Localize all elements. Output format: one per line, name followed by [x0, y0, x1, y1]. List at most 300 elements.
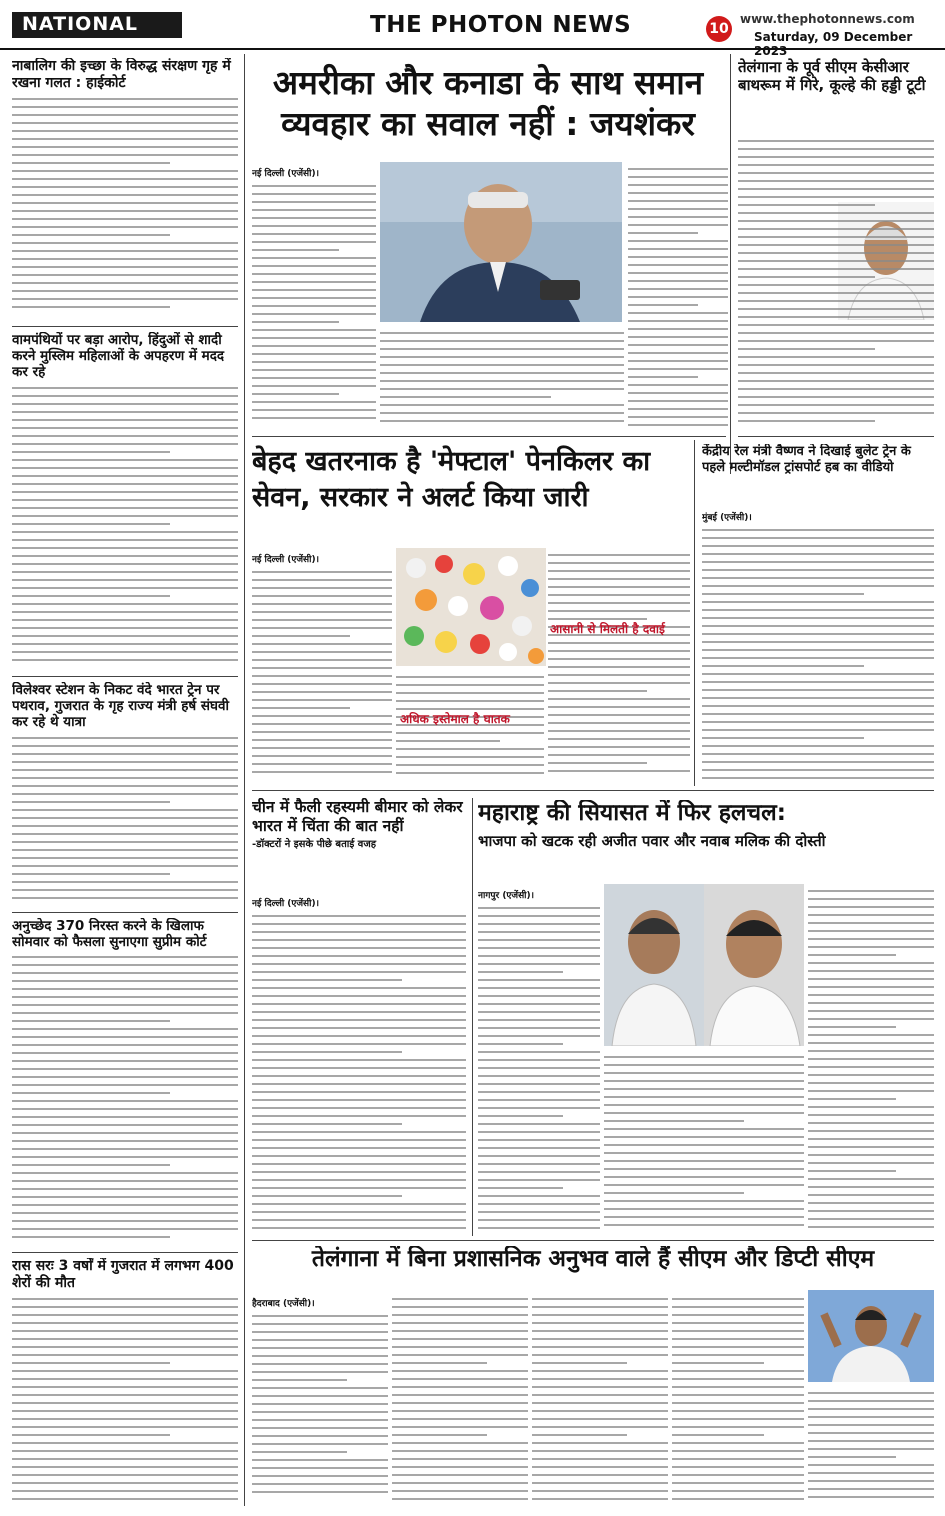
text-line: [12, 1092, 170, 1094]
story-leftists: [12, 332, 238, 672]
text-line: [532, 1474, 668, 1476]
text-line: [12, 651, 238, 653]
text-line: [252, 947, 466, 949]
text-line: [252, 1227, 466, 1229]
text-line: [12, 988, 238, 990]
text-line: [12, 1116, 238, 1118]
story-body: [252, 571, 392, 773]
text-line: [12, 1410, 238, 1412]
text-line: [12, 603, 238, 605]
text-line: [672, 1386, 804, 1388]
text-line: [478, 1219, 600, 1221]
text-line: [12, 395, 238, 397]
text-line: [672, 1402, 804, 1404]
text-line: [252, 265, 376, 267]
text-line: [252, 643, 392, 645]
text-line: [12, 643, 238, 645]
text-line: [12, 1036, 238, 1038]
text-line: [628, 208, 728, 210]
text-line: [478, 1011, 600, 1013]
text-line: [12, 451, 170, 453]
text-line: [12, 435, 238, 437]
pawar-malik-photo: [604, 884, 804, 1046]
text-line: [252, 1491, 388, 1493]
china-subhead: -डॉक्टरों ने इसके पीछे बताई वजह: [252, 839, 377, 851]
text-line: [252, 1459, 388, 1461]
text-line: [702, 609, 934, 611]
text-line: [604, 1104, 804, 1106]
text-line: [548, 602, 690, 604]
text-line: [672, 1322, 804, 1324]
text-line: [672, 1378, 804, 1380]
text-line: [478, 1083, 600, 1085]
text-line: [12, 571, 238, 573]
text-line: [738, 236, 934, 238]
text-line: [12, 873, 170, 875]
telangana-col2: [392, 1292, 528, 1506]
text-line: [252, 723, 392, 725]
text-line: [548, 730, 690, 732]
text-line: [252, 241, 376, 243]
text-line: [252, 1323, 388, 1325]
text-line: [702, 537, 934, 539]
text-line: [478, 915, 600, 917]
text-line: [672, 1330, 804, 1332]
text-line: [738, 356, 934, 358]
text-line: [604, 1144, 804, 1146]
text-line: [12, 1140, 238, 1142]
text-line: [12, 1482, 238, 1484]
text-line: [604, 1200, 804, 1202]
text-line: [672, 1362, 764, 1364]
pills-image: [396, 548, 546, 666]
text-line: [672, 1314, 804, 1316]
text-line: [12, 1378, 238, 1380]
divider: [12, 1252, 238, 1253]
text-line: [252, 281, 376, 283]
text-line: [808, 1018, 934, 1020]
text-line: [252, 1027, 466, 1029]
text-line: [478, 1155, 600, 1157]
text-line: [380, 404, 624, 406]
text-line: [808, 898, 934, 900]
text-line: [628, 248, 728, 250]
text-line: [12, 1474, 238, 1476]
text-line: [672, 1450, 804, 1452]
lead-dateline: नई दिल्ली (एजेंसी)।: [252, 169, 319, 179]
story-body: [532, 1298, 668, 1500]
story-body: [548, 554, 690, 772]
telangana-headline: तेलंगाना में बिना प्रशासनिक अनुभव वाले हैं सीएम और डिप्टी सीएम: [311, 1246, 875, 1272]
text-line: [12, 403, 238, 405]
text-line: [12, 443, 238, 445]
divider: [738, 436, 934, 437]
text-line: [532, 1378, 668, 1380]
text-line: [392, 1442, 528, 1444]
text-line: [478, 1179, 600, 1181]
text-line: [12, 1426, 238, 1428]
text-line: [478, 987, 600, 989]
china-story-header: [252, 798, 466, 888]
text-line: [702, 769, 934, 771]
text-line: [392, 1370, 528, 1372]
text-line: [478, 1059, 600, 1061]
text-line: [628, 400, 728, 402]
text-line: [532, 1466, 668, 1468]
text-line: [738, 276, 875, 278]
text-line: [12, 1164, 170, 1166]
text-line: [252, 1315, 388, 1317]
text-line: [738, 172, 934, 174]
text-line: [12, 1020, 170, 1022]
text-line: [808, 1002, 934, 1004]
story-body: [628, 168, 728, 426]
text-line: [252, 1179, 466, 1181]
text-line: [12, 1434, 170, 1436]
text-line: [702, 705, 934, 707]
text-line: [478, 1171, 600, 1173]
text-line: [808, 1186, 934, 1188]
text-line: [252, 1451, 347, 1453]
divider: [12, 912, 238, 913]
text-line: [12, 427, 238, 429]
text-line: [548, 746, 690, 748]
text-line: [252, 1363, 388, 1365]
text-line: [252, 417, 376, 419]
text-line: [252, 1091, 466, 1093]
text-line: [12, 1402, 238, 1404]
text-line: [252, 715, 392, 717]
story-body: [252, 915, 466, 1229]
text-line: [738, 252, 934, 254]
text-line: [12, 1188, 238, 1190]
text-line: [532, 1410, 668, 1412]
text-line: [12, 419, 238, 421]
text-line: [672, 1394, 804, 1396]
lead-story-col2-3: [380, 326, 624, 432]
text-line: [702, 745, 934, 747]
text-line: [252, 1219, 466, 1221]
text-line: [548, 594, 690, 596]
text-line: [628, 272, 728, 274]
text-line: [252, 1043, 466, 1045]
text-line: [808, 1146, 934, 1148]
text-line: [396, 684, 544, 686]
text-line: [808, 1464, 934, 1466]
text-line: [380, 420, 624, 422]
text-line: [628, 336, 728, 338]
text-line: [738, 188, 934, 190]
text-line: [628, 304, 698, 306]
text-line: [738, 164, 934, 166]
text-line: [702, 729, 934, 731]
text-line: [392, 1354, 528, 1356]
text-line: [12, 507, 238, 509]
text-line: [252, 1467, 388, 1469]
bullet-train-headline: केंद्रीय रेल मंत्री वैष्णव ने दिखाई बुलेट ट्रेन के पहले मल्टीमॉडल ट्रांसपोर्ट हब का वीडियो: [702, 444, 911, 475]
text-line: [808, 1400, 934, 1402]
text-line: [808, 890, 934, 892]
text-line: [808, 1424, 934, 1426]
text-line: [12, 1076, 238, 1078]
masthead: [0, 0, 945, 58]
text-line: [672, 1426, 804, 1428]
text-line: [12, 980, 238, 982]
text-line: [738, 228, 934, 230]
text-line: [12, 579, 238, 581]
text-line: [604, 1128, 804, 1130]
text-line: [532, 1370, 668, 1372]
text-line: [12, 1354, 238, 1356]
text-line: [738, 316, 934, 318]
website-url[interactable]: www.thephotonnews.com: [740, 12, 915, 26]
text-line: [548, 650, 690, 652]
text-line: [628, 176, 728, 178]
text-line: [548, 666, 690, 668]
text-line: [628, 280, 728, 282]
story-body: [380, 332, 624, 422]
text-line: [702, 649, 934, 651]
text-line: [12, 619, 238, 621]
text-line: [478, 1027, 600, 1029]
text-line: [478, 963, 600, 965]
text-line: [532, 1298, 668, 1300]
text-line: [478, 1019, 600, 1021]
text-line: [12, 202, 238, 204]
text-line: [808, 1090, 934, 1092]
text-line: [12, 1338, 238, 1340]
text-line: [252, 1211, 466, 1213]
kcr-headline: तेलंगाना के पूर्व सीएम केसीआर बाथरूम में गिरे, कूल्हे की हड्डी टूटी: [738, 58, 926, 94]
text-line: [252, 1395, 388, 1397]
text-line: [738, 388, 934, 390]
divider: [252, 1240, 934, 1241]
divider: [12, 326, 238, 327]
text-line: [478, 1195, 600, 1197]
text-line: [252, 1139, 466, 1141]
text-line: [380, 380, 624, 382]
text-line: [532, 1490, 668, 1492]
text-line: [12, 817, 238, 819]
text-line: [396, 748, 544, 750]
text-line: [548, 682, 690, 684]
text-line: [12, 833, 238, 835]
text-line: [808, 1098, 896, 1100]
text-line: [392, 1362, 487, 1364]
text-line: [252, 619, 392, 621]
text-line: [12, 1490, 238, 1492]
text-line: [12, 1498, 238, 1500]
text-line: [604, 1080, 804, 1082]
text-line: [252, 193, 376, 195]
text-line: [702, 593, 864, 595]
text-line: [478, 1203, 600, 1205]
text-line: [808, 1034, 934, 1036]
text-line: [380, 396, 551, 398]
text-line: [252, 923, 466, 925]
text-line: [808, 1170, 896, 1172]
text-line: [12, 122, 238, 124]
text-line: [12, 290, 238, 292]
text-line: [12, 274, 238, 276]
text-line: [628, 216, 728, 218]
text-line: [478, 1123, 600, 1125]
text-line: [12, 547, 238, 549]
text-line: [628, 192, 728, 194]
text-line: [392, 1410, 528, 1412]
text-line: [738, 340, 934, 342]
text-line: [392, 1474, 528, 1476]
text-line: [392, 1394, 528, 1396]
text-line: [12, 1306, 238, 1308]
text-line: [252, 1019, 466, 1021]
text-line: [392, 1298, 528, 1300]
text-line: [478, 947, 600, 949]
text-line: [548, 698, 690, 700]
text-line: [478, 1067, 600, 1069]
kcr-story-header: [738, 58, 934, 130]
text-line: [252, 651, 392, 653]
maharashtra-headline: महाराष्ट्र की सियासत में फिर हलचल:: [478, 800, 786, 826]
text-line: [808, 1194, 934, 1196]
revanth-photo: [808, 1290, 934, 1382]
text-line: [808, 954, 896, 956]
text-line: [252, 345, 376, 347]
text-line: [392, 1458, 528, 1460]
text-line: [252, 1115, 466, 1117]
text-line: [672, 1370, 804, 1372]
text-line: [738, 372, 934, 374]
text-line: [252, 257, 376, 259]
text-line: [252, 675, 392, 677]
kcr-story-body: [738, 134, 934, 434]
text-line: [738, 348, 875, 350]
text-line: [12, 841, 238, 843]
text-line: [604, 1064, 804, 1066]
divider: [12, 676, 238, 677]
text-line: [808, 1130, 934, 1132]
text-line: [12, 1004, 238, 1006]
text-line: [12, 1196, 238, 1198]
text-line: [380, 372, 624, 374]
text-line: [252, 571, 392, 573]
text-line: [252, 667, 392, 669]
story-body: [252, 185, 376, 419]
text-line: [738, 420, 875, 422]
text-line: [808, 1114, 934, 1116]
text-line: [548, 754, 690, 756]
story-leftists-headline: वामपंथियों पर बड़ा आरोप, हिंदुओं से शादी करने मुस्लिम महिलाओं के अपहरण में मदद कर रहे: [12, 332, 225, 381]
text-line: [252, 731, 392, 733]
text-line: [252, 1339, 388, 1341]
telangana-story-header: [252, 1246, 934, 1288]
story-body: [392, 1298, 528, 1500]
text-line: [672, 1298, 804, 1300]
text-line: [808, 1026, 896, 1028]
text-line: [548, 554, 690, 556]
text-line: [12, 737, 238, 739]
text-line: [396, 692, 544, 694]
text-line: [532, 1442, 668, 1444]
text-line: [672, 1458, 804, 1460]
text-line: [252, 313, 376, 315]
text-line: [252, 995, 466, 997]
text-line: [808, 978, 934, 980]
text-line: [628, 224, 728, 226]
text-line: [672, 1482, 804, 1484]
text-line: [604, 1072, 804, 1074]
text-line: [628, 384, 728, 386]
text-line: [672, 1466, 804, 1468]
text-line: [12, 523, 170, 525]
text-line: [702, 673, 934, 675]
text-line: [392, 1466, 528, 1468]
text-line: [12, 1394, 238, 1396]
text-line: [392, 1402, 528, 1404]
text-line: [392, 1386, 528, 1388]
text-line: [252, 1355, 388, 1357]
text-line: [532, 1434, 627, 1436]
text-line: [738, 148, 934, 150]
text-line: [12, 306, 170, 308]
text-line: [702, 761, 934, 763]
painkiller-subhead-1: आसानी से मिलती है दवाई: [550, 622, 665, 636]
text-line: [252, 1187, 466, 1189]
text-line: [808, 1496, 934, 1498]
text-line: [478, 979, 600, 981]
text-line: [12, 226, 238, 228]
text-line: [252, 1003, 466, 1005]
text-line: [808, 1178, 934, 1180]
text-line: [252, 579, 392, 581]
text-line: [628, 232, 698, 234]
lead-story-header: [252, 62, 724, 162]
text-line: [12, 266, 238, 268]
painkiller-story-header: [252, 444, 692, 544]
text-line: [628, 424, 728, 426]
text-line: [12, 234, 170, 236]
text-line: [12, 1362, 170, 1364]
text-line: [12, 956, 238, 958]
text-line: [548, 570, 690, 572]
text-line: [478, 1115, 563, 1117]
section-label: NATIONAL: [12, 12, 182, 38]
text-line: [478, 1091, 600, 1093]
text-line: [12, 1346, 238, 1348]
text-line: [392, 1330, 528, 1332]
text-line: [808, 994, 934, 996]
text-line: [478, 1043, 563, 1045]
text-line: [604, 1216, 804, 1218]
text-line: [12, 1052, 238, 1054]
text-line: [252, 1195, 402, 1197]
text-line: [808, 1042, 934, 1044]
text-line: [532, 1386, 668, 1388]
text-line: [252, 683, 392, 685]
text-line: [808, 1226, 934, 1228]
text-line: [252, 1067, 466, 1069]
text-line: [380, 412, 624, 414]
text-line: [12, 745, 238, 747]
text-line: [12, 515, 238, 517]
text-line: [738, 332, 934, 334]
text-line: [808, 1138, 934, 1140]
text-line: [672, 1418, 804, 1420]
text-line: [252, 249, 339, 251]
text-line: [12, 1124, 238, 1126]
text-line: [12, 411, 238, 413]
text-line: [478, 1139, 600, 1141]
